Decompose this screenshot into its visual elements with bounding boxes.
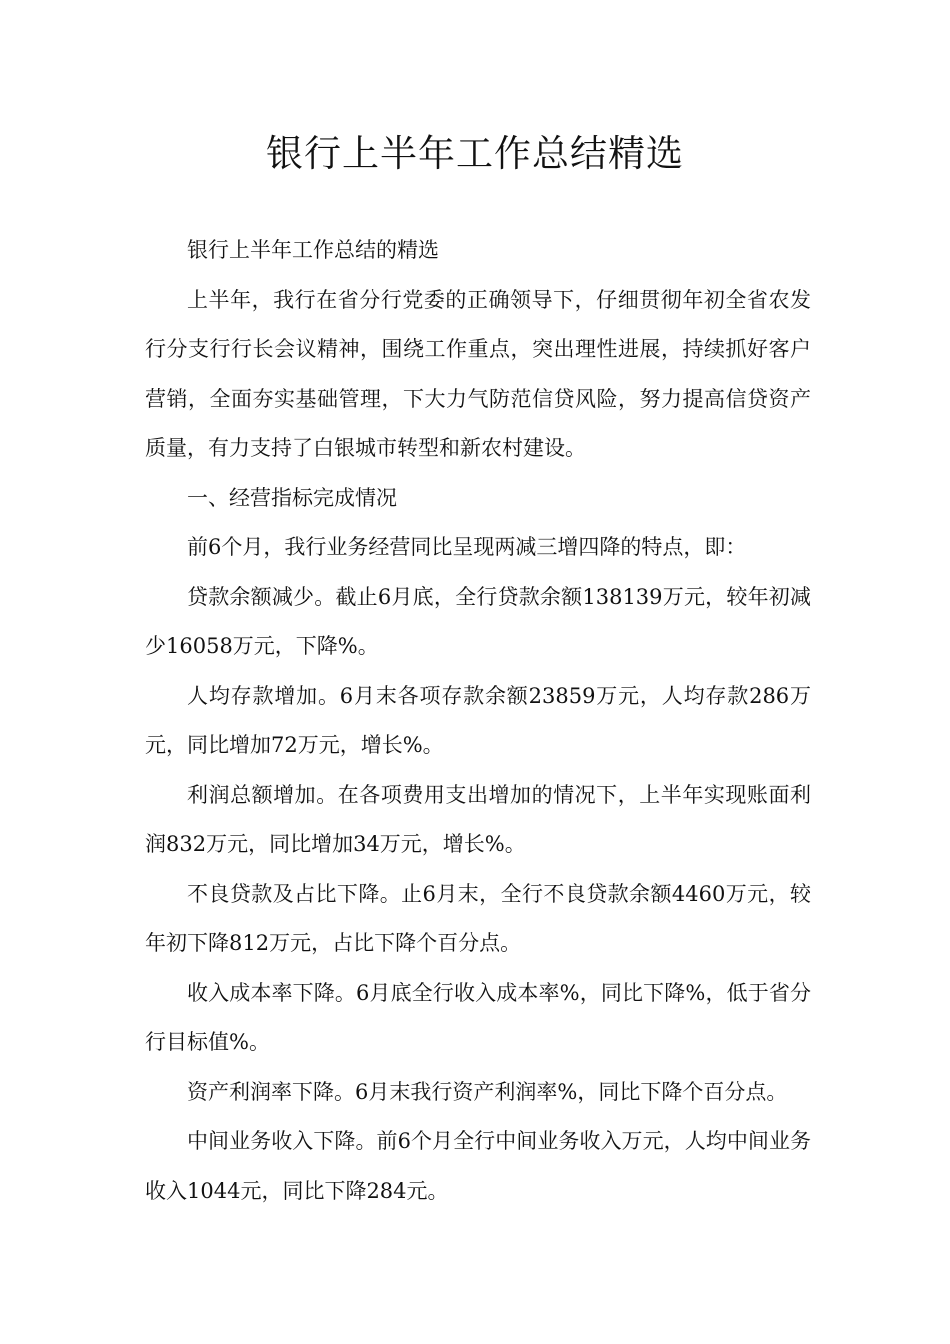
subtitle-paragraph: 银行上半年工作总结的精选 xyxy=(187,238,439,262)
cost-ratio-paragraph: 收入成本率下降。6月底全行收入成本率%，同比下降%，低于省分行目标值%。 xyxy=(145,980,811,1054)
intro-paragraph: 上半年，我行在省分行党委的正确领导下，仔细贯彻年初全省农发行分支行行长会议精神，围绕工作重点，突出理性进展，持续抓好客户营销，全面夯实基础管理，下大力气防范信贷风险，努力提高信贷资产质量，有力支持了白银城市转型和新农村建设。 xyxy=(145,287,811,460)
asset-profit-paragraph: 资产利润率下降。6月末我行资产利润率%，同比下降个百分点。 xyxy=(187,1079,788,1104)
document-body xyxy=(145,226,811,1216)
summary-paragraph: 前6个月，我行业务经营同比呈现两减三增四降的特点，即： xyxy=(187,535,747,559)
loan-balance-paragraph: 贷款余额减少。截止6月底，全行贷款余额138139万元，较年初减少16058万元，下降%。 xyxy=(145,584,811,658)
deposit-paragraph: 人均存款增加。6月末各项存款余额23859万元，人均存款286万元，同比增加72万元，增长%。 xyxy=(145,683,811,757)
bad-loan-paragraph: 不良贷款及占比下降。止6月末，全行不良贷款余额4460万元，较年初下降812万元，占比下降个百分点。 xyxy=(145,881,811,955)
profit-paragraph: 利润总额增加。在各项费用支出增加的情况下，上半年实现账面利润832万元，同比增加34万元，增长%。 xyxy=(145,782,811,856)
section-heading: 一、经营指标完成情况 xyxy=(187,485,397,510)
document-title: 银行上半年工作总结精选 xyxy=(266,132,684,175)
intermediate-income-paragraph: 中间业务收入下降。前6个月全行中间业务收入万元，人均中间业务收入1044元，同比下降284元。 xyxy=(145,1129,811,1203)
